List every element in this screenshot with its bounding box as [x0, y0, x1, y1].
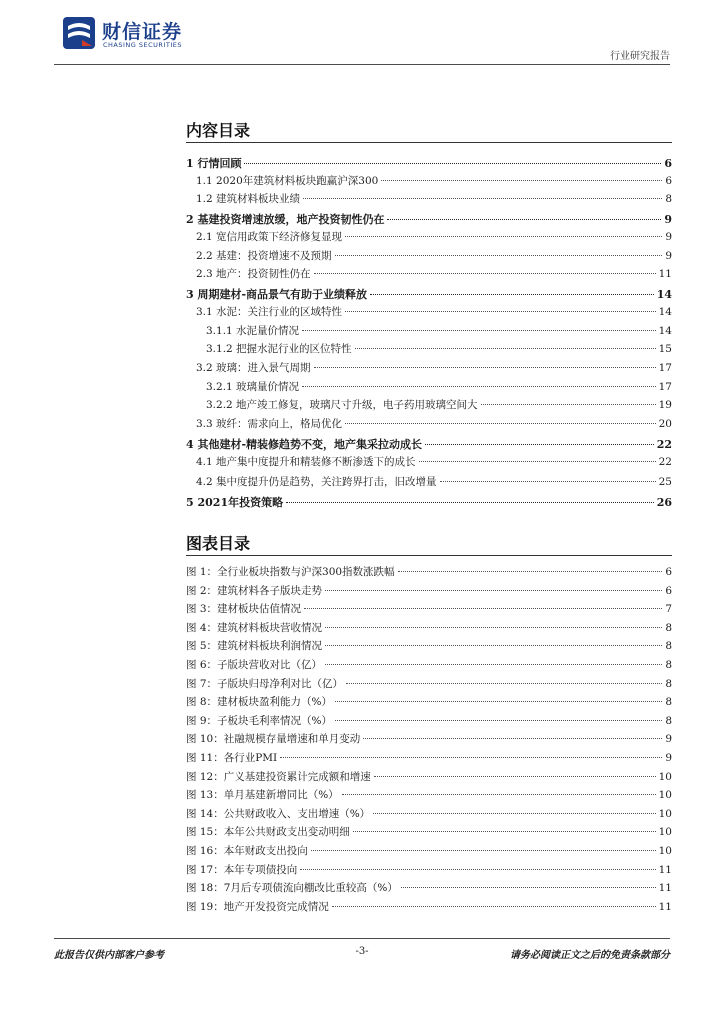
toc-leader-dots — [370, 294, 654, 295]
toc-entry-page: 15 — [658, 343, 672, 355]
figures-title-rule — [186, 555, 672, 556]
toc-entry-page: 26 — [656, 496, 672, 509]
figure-entry-page: 10 — [658, 789, 672, 802]
figure-leader-dots — [325, 627, 662, 628]
toc-entry[interactable] — [186, 211, 672, 227]
toc-leader-dots — [303, 198, 662, 199]
figure-entry[interactable] — [186, 843, 672, 859]
toc-entry-label: 5 2021年投资策略 — [186, 496, 284, 509]
toc-leader-dots — [345, 423, 656, 424]
toc-entry[interactable] — [186, 360, 672, 376]
toc-leader-dots — [286, 502, 654, 503]
toc-entry-page: 19 — [658, 399, 672, 411]
company-logo — [62, 16, 182, 52]
toc-entry-page: 14 — [658, 325, 672, 337]
figure-leader-dots — [363, 738, 662, 739]
figure-entry-page: 8 — [665, 621, 672, 634]
toc-entry-label: 3.1.1 水泥量价情况 — [206, 325, 300, 337]
figure-leader-dots — [374, 776, 656, 777]
figure-entry-page: 8 — [665, 714, 672, 727]
toc-entry-page: 6 — [664, 157, 672, 170]
figure-entry[interactable] — [186, 731, 672, 747]
figure-entry-label: 图 9：子板块毛利率情况（%） — [186, 714, 332, 727]
toc-entry-label: 3.2.1 玻璃量价情况 — [206, 381, 300, 393]
figure-leader-dots — [311, 850, 656, 851]
figure-leader-dots — [332, 906, 656, 907]
toc-leader-dots — [355, 348, 656, 349]
figure-entry-label: 图 2：建筑材料各子版块走势 — [186, 584, 323, 597]
toc-leader-dots — [345, 311, 656, 312]
toc-entry-label: 1 行情回顾 — [186, 157, 242, 170]
toc-leader-dots — [314, 273, 656, 274]
toc-entry-page: 9 — [665, 250, 672, 262]
toc-leader-dots — [244, 163, 661, 164]
toc-entry[interactable] — [186, 286, 672, 302]
toc-entry-page: 22 — [656, 438, 672, 451]
toc-entry[interactable] — [186, 323, 672, 339]
figure-entry[interactable] — [186, 638, 672, 654]
toc-entry[interactable] — [186, 341, 672, 357]
figure-entry-page: 8 — [665, 696, 672, 709]
figure-entry-label: 图 11：各行业PMI — [186, 752, 278, 764]
figure-entry-label: 图 1：全行业板块指数与沪深300指数涨跌幅 — [186, 566, 395, 578]
figure-entry[interactable] — [186, 769, 672, 785]
figure-entry[interactable] — [186, 601, 672, 617]
toc-leader-dots — [314, 367, 656, 368]
figure-entry-page: 10 — [658, 826, 672, 839]
figure-entry[interactable] — [186, 620, 672, 636]
toc-entry[interactable] — [186, 416, 672, 432]
header-divider — [54, 64, 670, 65]
figure-entry-label: 图 14：公共财政收入、支出增速（%） — [186, 807, 371, 820]
figure-leader-dots — [346, 683, 662, 684]
toc-entry-page: 14 — [658, 306, 672, 318]
figure-leader-dots — [335, 720, 662, 721]
figure-entry-page: 8 — [665, 640, 672, 653]
toc-leader-dots — [481, 404, 656, 405]
toc-entry[interactable] — [186, 266, 672, 282]
page-header — [0, 0, 724, 70]
toc-entry-page: 20 — [658, 418, 672, 430]
toc-title: 内容目录 — [186, 121, 251, 140]
figure-entry[interactable] — [186, 750, 672, 766]
footer-disclaimer-right: 请务必阅读正文之后的免责条款部分 — [510, 950, 670, 961]
figure-leader-dots — [325, 645, 662, 646]
toc-entry-label: 1.2 建筑材料板块业绩 — [196, 193, 301, 205]
figure-entry-page: 8 — [665, 677, 672, 690]
figure-entry-label: 图 12：广义基建投资累计完成额和增速 — [186, 770, 371, 783]
figure-entry[interactable] — [186, 862, 672, 878]
toc-leader-dots — [302, 386, 656, 387]
figure-entry[interactable] — [186, 564, 672, 580]
toc-entry-label: 2 基建投资增速放缓，地产投资韧性仍在 — [186, 213, 385, 226]
figure-entry-page: 7 — [665, 603, 672, 616]
figure-entry-label: 图 3：建材板块估值情况 — [186, 603, 302, 616]
figure-entry-label: 图 18：7月后专项债流向棚改比重较高（%） — [186, 882, 398, 895]
figure-leader-dots — [280, 757, 662, 758]
toc-entry[interactable] — [186, 397, 672, 413]
figure-leader-dots — [300, 869, 655, 870]
brand-name-cn: 财信证券 — [102, 21, 183, 43]
figure-entry-label: 图 5：建筑材料板块利润情况 — [186, 640, 323, 653]
figure-entry-page: 8 — [665, 659, 672, 671]
toc-entry[interactable] — [186, 379, 672, 395]
toc-title-rule — [186, 142, 672, 143]
toc-leader-dots — [419, 461, 656, 462]
figure-entry-page: 11 — [658, 900, 672, 913]
toc-entry[interactable] — [186, 248, 672, 264]
figure-leader-dots — [353, 831, 656, 832]
figure-leader-dots — [304, 608, 662, 609]
brand-name-en: CHASING SECURITIES — [103, 41, 182, 49]
figure-entry[interactable] — [186, 657, 672, 673]
toc-entry-label: 3.2.2 地产竣工修复，玻璃尺寸升级，电子药用玻璃空间大 — [206, 399, 478, 411]
figure-leader-dots — [398, 571, 663, 572]
toc-entry-label: 4.1 地产集中度提升和精装修不断渗透下的成长 — [196, 456, 416, 468]
figure-leader-dots — [342, 794, 656, 795]
toc-entry-label: 2.2 基建：投资增速不及预期 — [196, 250, 332, 262]
figure-entry-label: 图 16：本年财政支出投向 — [186, 845, 308, 857]
toc-entry-label: 3.2 玻璃：进入景气周期 — [196, 362, 311, 374]
toc-entry[interactable] — [186, 304, 672, 320]
toc-entry-label: 4.2 集中度提升仍是趋势，关注跨界打击，旧改增量 — [196, 476, 437, 488]
figure-entry[interactable] — [186, 787, 672, 803]
toc-entry-page: 9 — [665, 231, 672, 243]
page-number: -3- — [355, 946, 369, 957]
toc-leader-dots — [387, 219, 661, 220]
figure-entry-page: 10 — [658, 770, 672, 783]
toc-entry[interactable] — [186, 191, 672, 207]
figure-entry[interactable] — [186, 899, 672, 915]
toc-leader-dots — [302, 330, 656, 331]
figure-entry-page: 11 — [658, 863, 672, 876]
figure-leader-dots — [401, 887, 656, 888]
figure-entry-label: 图 8：建材板块盈利能力（%） — [186, 696, 332, 709]
figure-entry[interactable] — [186, 806, 672, 822]
figure-entry-label: 图 13：单月基建新增同比（%） — [186, 789, 339, 802]
toc-entry-page: 14 — [656, 288, 672, 301]
figure-entry-page: 10 — [658, 807, 672, 820]
toc-entry-label: 3.1.2 把握水泥行业的区位特性 — [206, 343, 352, 355]
toc-leader-dots — [425, 444, 654, 445]
figure-entry[interactable] — [186, 676, 672, 692]
toc-entry-page: 9 — [664, 213, 672, 226]
figures-title: 图表目录 — [186, 534, 251, 553]
figure-entry-label: 图 15：本年公共财政支出变动明细 — [186, 826, 350, 839]
toc-entry[interactable] — [186, 454, 672, 470]
figure-entry-page: 6 — [665, 584, 672, 597]
toc-leader-dots — [381, 180, 662, 181]
toc-leader-dots — [345, 236, 662, 237]
chasing-logo-icon — [62, 16, 96, 50]
toc-entry[interactable] — [186, 173, 672, 189]
toc-entry[interactable] — [186, 155, 672, 171]
report-type-label: 行业研究报告 — [610, 51, 670, 62]
figure-entry-label: 图 6：子版块营收对比（亿） — [186, 659, 323, 671]
toc-entry-label: 4 其他建材-精装修趋势不变，地产集采拉动成长 — [186, 438, 423, 451]
toc-entry-page: 6 — [665, 175, 672, 187]
figure-leader-dots — [325, 590, 662, 591]
toc-entry-page: 22 — [658, 456, 672, 468]
toc-leader-dots — [440, 481, 656, 482]
figure-entry-label: 图 17：本年专项债投向 — [186, 863, 298, 876]
toc-entry[interactable] — [186, 436, 672, 452]
figure-entry-page: 10 — [658, 845, 672, 857]
toc-entry-page: 25 — [658, 476, 672, 488]
figure-leader-dots — [335, 701, 662, 702]
figure-entry-page: 9 — [665, 752, 672, 764]
figure-entry-page: 11 — [658, 882, 672, 895]
toc-entry[interactable] — [186, 229, 672, 245]
toc-entry-page: 11 — [658, 268, 672, 280]
footer-divider — [54, 938, 670, 939]
figure-entry-label: 图 19：地产开发投资完成情况 — [186, 900, 329, 913]
toc-entry-page: 8 — [665, 193, 672, 205]
figure-entry[interactable] — [186, 880, 672, 896]
toc-entry[interactable] — [186, 494, 672, 510]
toc-entry-label: 2.3 地产：投资韧性仍在 — [196, 268, 311, 280]
toc-entry-label: 3 周期建材-商品景气有助于业绩释放 — [186, 288, 368, 301]
figure-entry-page: 9 — [665, 733, 672, 746]
toc-entry-page: 17 — [658, 381, 672, 393]
figure-leader-dots — [373, 813, 655, 814]
figure-entry-label: 图 10：社融规模存量增速和单月变动 — [186, 733, 361, 746]
figure-entry[interactable] — [186, 583, 672, 599]
figure-entry-page: 6 — [665, 566, 672, 578]
footer-disclaimer-left: 此报告仅供内部客户参考 — [54, 950, 164, 961]
toc-leader-dots — [335, 255, 663, 256]
toc-entry-label: 2.1 宽信用政策下经济修复显现 — [196, 231, 343, 243]
toc-entry-label: 1.1 2020年建筑材料板块跑赢沪深300 — [196, 175, 379, 187]
figure-entry[interactable] — [186, 694, 672, 710]
figure-leader-dots — [325, 664, 662, 665]
figure-entry[interactable] — [186, 824, 672, 840]
figure-entry-label: 图 7：子版块归母净利对比（亿） — [186, 677, 344, 690]
toc-entry-label: 3.3 玻纤：需求向上，格局优化 — [196, 418, 343, 430]
figure-entry-label: 图 4：建筑材料板块营收情况 — [186, 621, 323, 634]
toc-entry-label: 3.1 水泥：关注行业的区域特性 — [196, 306, 343, 318]
toc-entry[interactable] — [186, 474, 672, 490]
toc-entry-page: 17 — [658, 362, 672, 374]
figure-entry[interactable] — [186, 713, 672, 729]
